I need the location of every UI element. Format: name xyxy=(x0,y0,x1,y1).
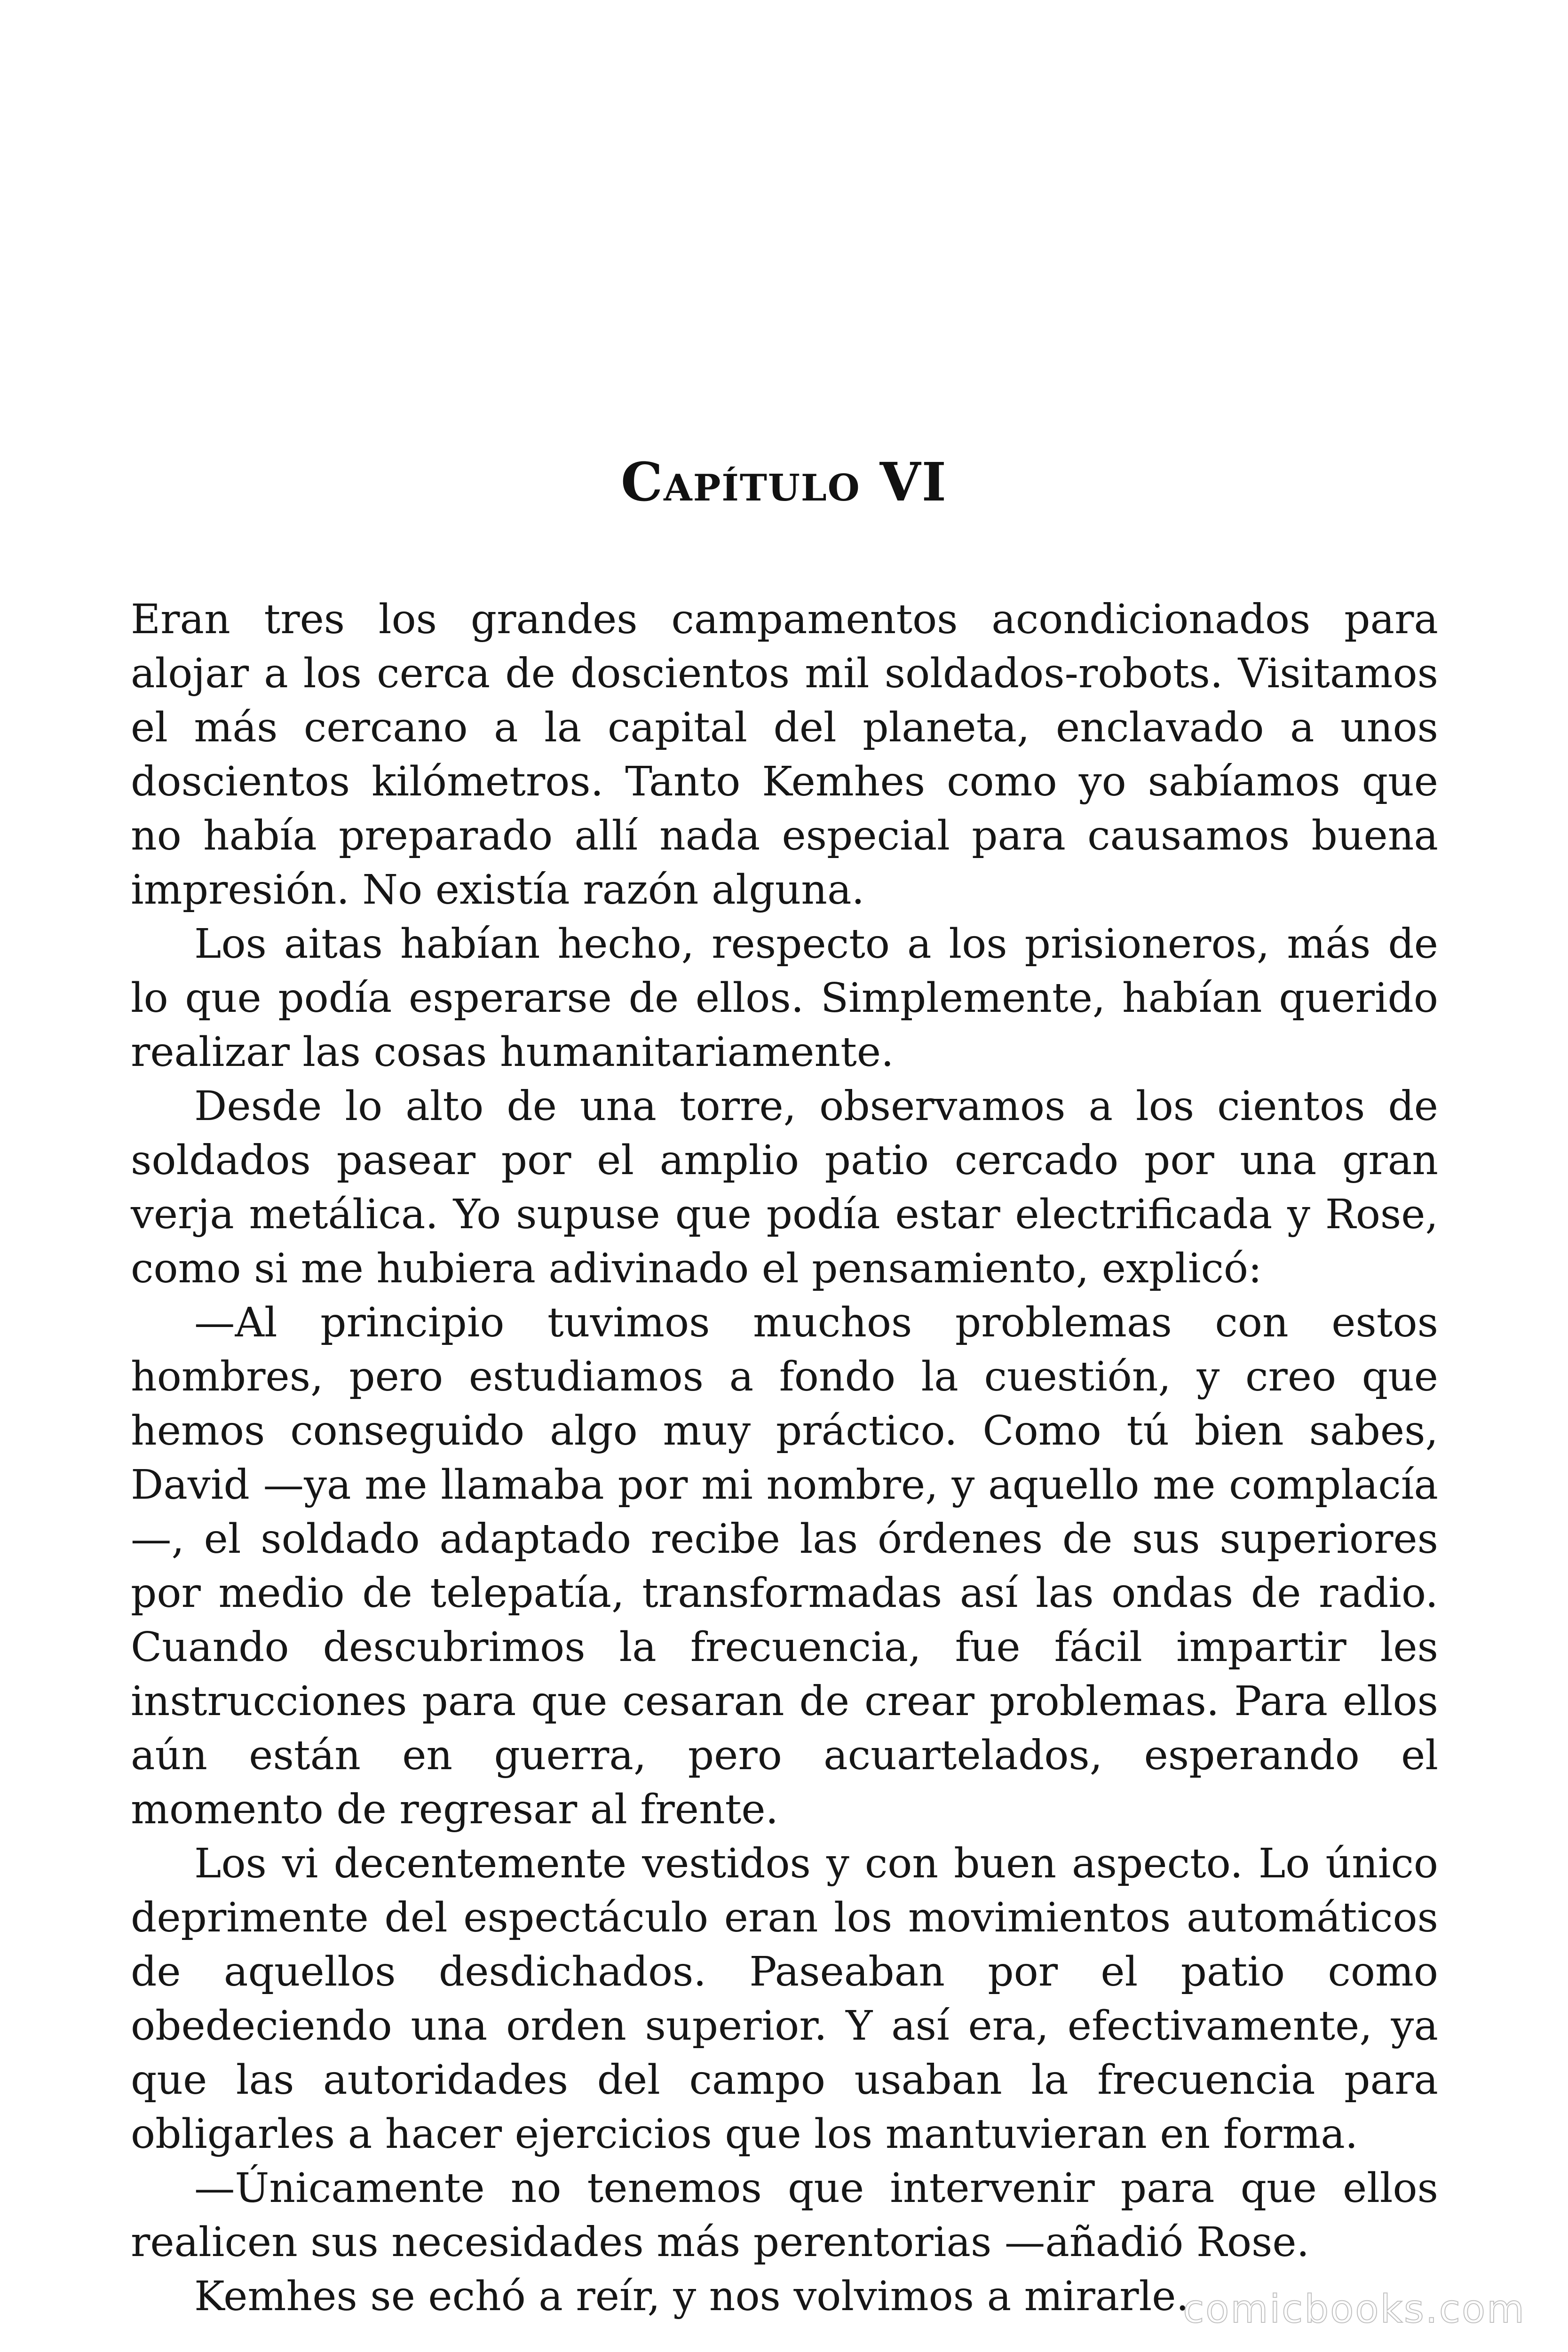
paragraph: Los aitas habían hecho, respecto a los prisioneros, más de lo que podía esperarse de ellos. Simplemente, habían querido realizar las cosas humanitariamente. xyxy=(131,921,1438,1076)
paragraph: Desde lo alto de una torre, observamos a los cientos de soldados pasear por el amplio patio cercado por una gran verja metálica. Yo supuse que podía estar electrificada y Rose, como si me hubiera adivinado el pensamiento, explicó: xyxy=(131,1083,1438,1292)
paragraph: Los vi decentemente vestidos y con buen aspecto. Lo único deprimente del espectáculo eran los movimientos automáticos de aquellos desdichados. Paseaban por el patio como obedeciendo una orden superior. Y así era, efectivamente, ya que las autoridades del campo usaban la frecuencia para obligarles a hacer ejercicios que los mantuvieran en forma. xyxy=(131,1840,1438,2158)
chapter-title: Capítulo VI xyxy=(621,452,947,513)
chapter-body xyxy=(131,593,1438,2324)
watermark-logo: comicbooks.com xyxy=(1183,2287,1526,2332)
paragraph: —Únicamente no tenemos que intervenir para que ellos realicen sus necesidades más perentorias —añadió Rose. xyxy=(131,2165,1438,2266)
paragraph: Kemhes se echó a reír, y nos volvimos a mirarle. xyxy=(194,2273,1189,2320)
paragraph: —Al principio tuvimos muchos problemas con estos hombres, pero estudiamos a fondo la cuestión, y creo que hemos conseguido algo muy práctico. Como tú bien sabes, David —ya me llamaba por mi nombre, y aquello me complacía—, el soldado adaptado recibe las órdenes de sus superiores por medio de telepatía, transformadas así las ondas de radio. Cuando descubrimos la frecuencia, fue fácil impartir les instrucciones para que cesaran de crear problemas. Para ellos aún están en guerra, pero acuartelados, esperando el momento de regresar al frente. xyxy=(131,1299,1438,1833)
paragraph: Eran tres los grandes campamentos acondicionados para alojar a los cerca de doscientos mil soldados-robots. Visitamos el más cercano a la capital del planeta, enclavado a unos doscientos kilómetros. Tanto Kemhes como yo sabíamos que no había preparado allí nada especial para causamos buena impresión. No existía razón alguna. xyxy=(131,596,1438,914)
